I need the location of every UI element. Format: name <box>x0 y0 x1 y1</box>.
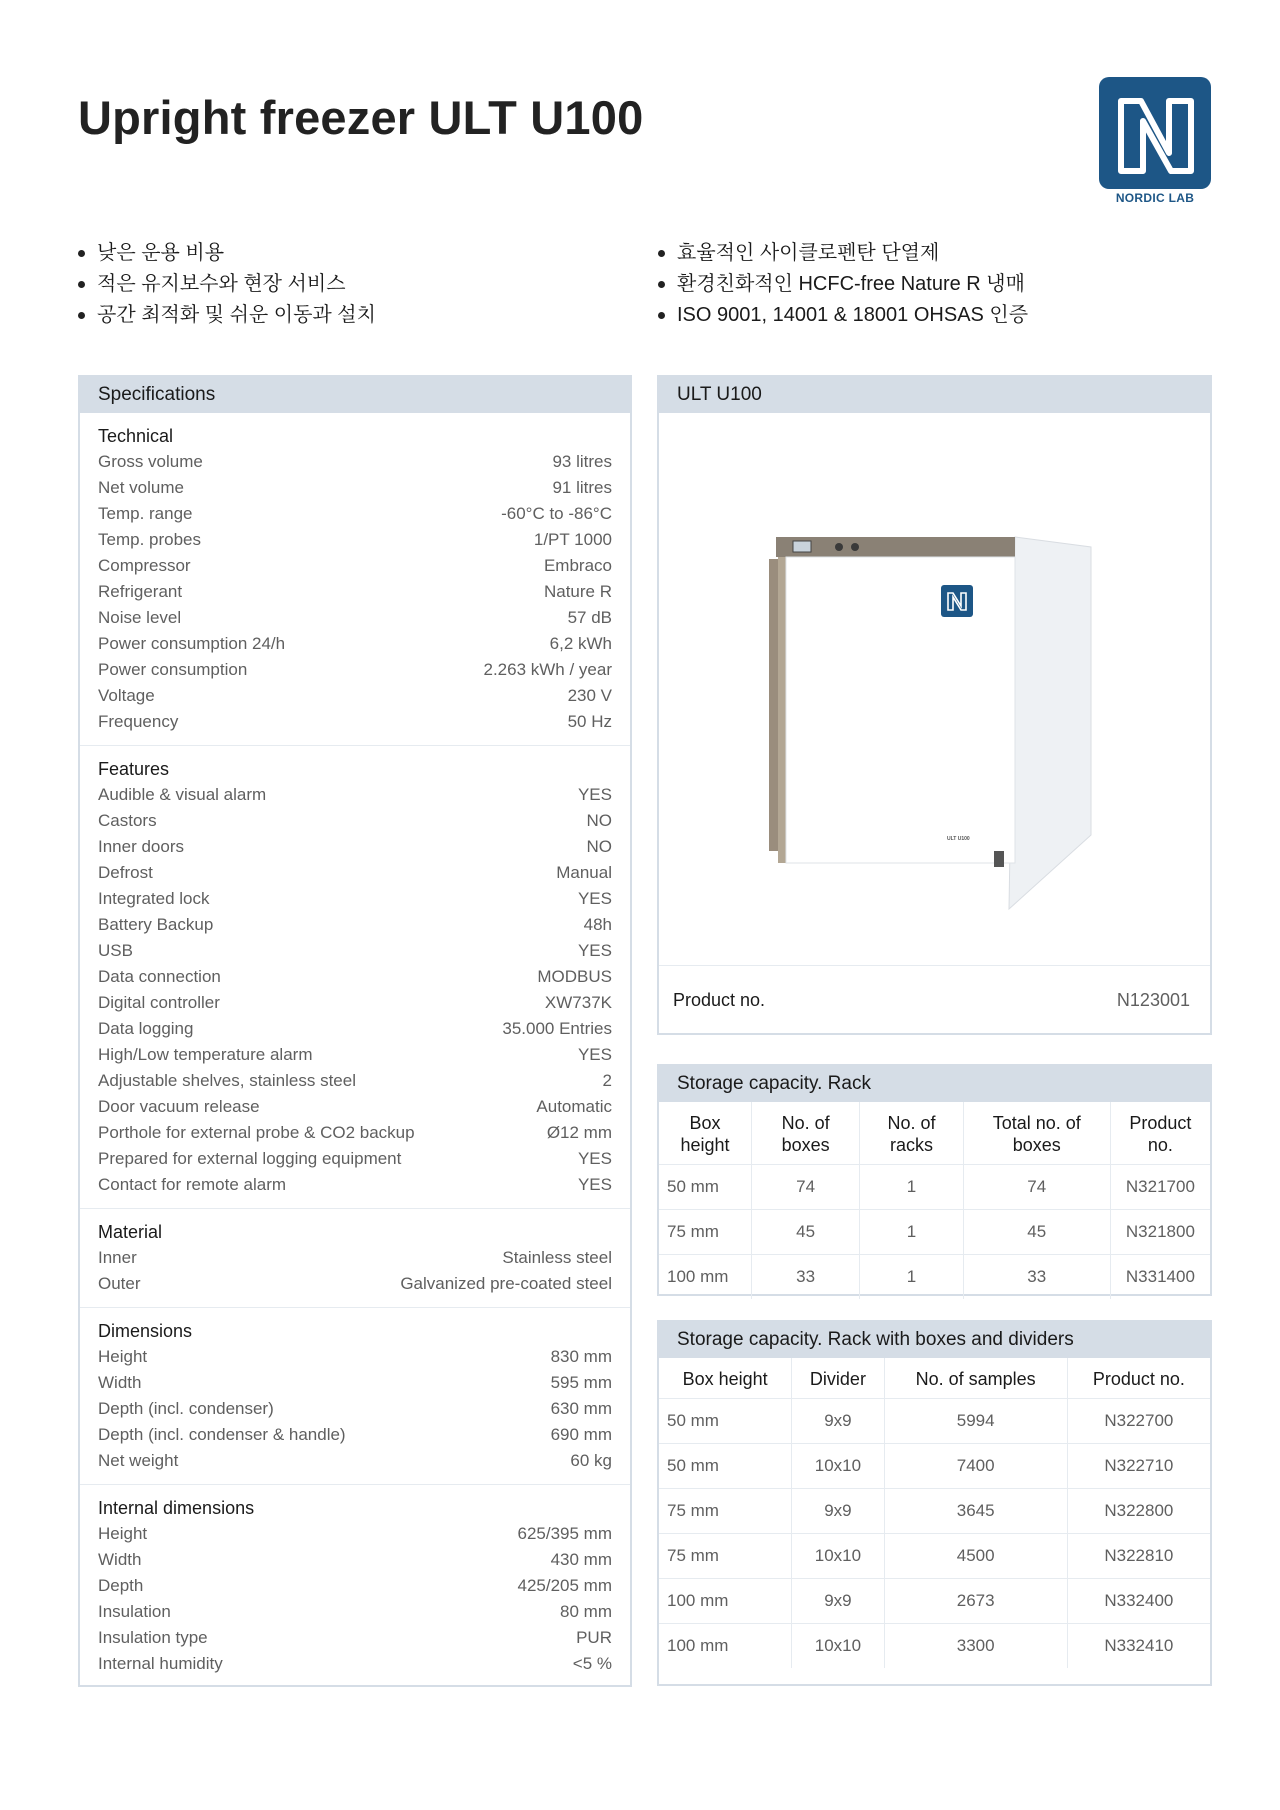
spec-label: Porthole for external probe & CO2 backup <box>98 1123 415 1142</box>
spec-value: 60 kg <box>570 1451 612 1470</box>
spec-section <box>80 413 630 746</box>
spec-label: Refrigerant <box>98 582 183 601</box>
spec-value: 48h <box>583 915 612 934</box>
table-cell: 10x10 <box>792 1534 884 1579</box>
storage-rack-panel <box>657 1064 1212 1296</box>
spec-label: Power consumption <box>98 660 248 679</box>
spec-value: 35.000 Entries <box>502 1019 612 1038</box>
logo-mark <box>1099 77 1211 189</box>
spec-label: Battery Backup <box>98 915 214 934</box>
table-cell: 4500 <box>884 1534 1067 1579</box>
spec-row <box>98 860 612 886</box>
spec-section-title: Internal dimensions <box>98 1498 255 1518</box>
spec-label: Digital controller <box>98 993 220 1012</box>
bullet-dot-icon <box>78 312 85 319</box>
table-row <box>659 1255 1210 1300</box>
table-cell: 45 <box>751 1210 859 1255</box>
table-cell: N322710 <box>1067 1444 1210 1489</box>
spec-section <box>80 1485 630 1687</box>
table-cell: N322800 <box>1067 1489 1210 1534</box>
column-header: No. of samples <box>884 1358 1067 1399</box>
logo-text: NORDIC LAB <box>1115 191 1195 205</box>
table-row <box>659 1399 1210 1444</box>
spec-value: 430 mm <box>550 1550 612 1569</box>
spec-label: Height <box>98 1347 148 1366</box>
spec-value: 6,2 kWh <box>549 634 612 653</box>
storage-dividers-table <box>659 1358 1210 1668</box>
table-row <box>659 1624 1210 1669</box>
bullet-item <box>78 269 376 300</box>
spec-row <box>98 1521 612 1547</box>
table-cell: N331400 <box>1125 1267 1195 1286</box>
spec-label: Inner doors <box>98 837 184 856</box>
bullet-dot-icon <box>78 250 85 257</box>
spec-label: Inner <box>98 1248 137 1267</box>
spec-label: Audible & visual alarm <box>98 785 267 804</box>
spec-row <box>98 1448 612 1474</box>
table-cell: 1 <box>860 1210 963 1255</box>
column-header: Total no. of boxes <box>963 1102 1110 1165</box>
spec-row <box>98 1370 612 1396</box>
table-cell: 74 <box>751 1165 859 1210</box>
spec-label: Power consumption 24/h <box>98 634 286 653</box>
table-cell: 1 <box>860 1165 963 1210</box>
product-number-label: Product no. <box>673 990 766 1010</box>
bullet-dot-icon <box>658 250 665 257</box>
page-title: Upright freezer ULT U100 <box>78 91 644 144</box>
spec-row <box>98 527 612 553</box>
product-number-value: N123001 <box>1116 990 1190 1010</box>
table-row <box>659 1444 1210 1489</box>
spec-value: 93 litres <box>552 452 612 471</box>
spec-row <box>98 1625 612 1651</box>
spec-label: Frequency <box>98 712 179 731</box>
spec-section <box>80 746 630 1209</box>
spec-row <box>98 579 612 605</box>
spec-value: Automatic <box>536 1097 612 1116</box>
spec-value: -60°C to -86°C <box>501 504 612 523</box>
spec-value: YES <box>577 785 612 804</box>
table-cell: N321800 <box>1110 1210 1210 1255</box>
bullet-dot-icon <box>658 312 665 319</box>
spec-label: Depth <box>98 1576 144 1595</box>
spec-row <box>98 1068 612 1094</box>
spec-value: NO <box>586 811 612 830</box>
feature-bullets-right <box>658 238 1028 331</box>
spec-value: Embraco <box>543 556 612 575</box>
specifications-panel <box>78 375 632 1687</box>
spec-value: YES <box>577 889 612 908</box>
spec-value: Stainless steel <box>502 1248 612 1267</box>
bullet-item <box>658 238 1028 269</box>
spec-value: PUR <box>576 1628 612 1647</box>
spec-row <box>98 1651 612 1677</box>
table-row <box>659 1579 1210 1624</box>
spec-value: YES <box>577 941 612 960</box>
spec-value: YES <box>577 1175 612 1194</box>
spec-row <box>98 709 612 735</box>
spec-row <box>98 886 612 912</box>
spec-row <box>98 912 612 938</box>
spec-row <box>98 1146 612 1172</box>
spec-label: Net volume <box>98 478 184 497</box>
table-cell: 100 mm <box>659 1624 792 1669</box>
spec-label: Net weight <box>98 1451 179 1470</box>
storage-rack-table <box>659 1102 1210 1299</box>
bullet-text: 환경친화적인 HCFC-free Nature R 냉매 <box>677 273 1025 295</box>
spec-value: YES <box>577 1149 612 1168</box>
column-header: Divider <box>792 1358 884 1399</box>
spec-value: 80 mm <box>560 1602 612 1621</box>
column-header: Product no. <box>1110 1102 1210 1165</box>
spec-label: Voltage <box>98 686 155 705</box>
column-header: Product no. <box>1067 1358 1210 1399</box>
spec-value: 50 Hz <box>567 712 612 731</box>
spec-label: Internal humidity <box>98 1654 223 1673</box>
bullet-text: 적은 유지보수와 현장 서비스 <box>97 273 346 295</box>
table-cell: 75 mm <box>659 1534 792 1579</box>
table-cell: 33 <box>751 1255 859 1300</box>
table-cell: 9x9 <box>792 1489 884 1534</box>
spec-value: 1/PT 1000 <box>533 530 612 549</box>
spec-value: Galvanized pre-coated steel <box>400 1274 612 1293</box>
spec-value: Nature R <box>543 582 612 601</box>
table-row <box>659 1165 1210 1210</box>
storage-rack-header: Storage capacity. Rack <box>659 1066 1210 1102</box>
table-cell: 9x9 <box>792 1399 884 1444</box>
spec-section-title: Dimensions <box>98 1321 193 1341</box>
spec-label: Gross volume <box>98 452 203 471</box>
spec-label: Compressor <box>98 556 191 575</box>
spec-value: Manual <box>556 863 612 882</box>
spec-label: Defrost <box>98 863 153 882</box>
spec-section-title: Material <box>98 1222 163 1242</box>
spec-label: USB <box>98 941 133 960</box>
column-header: Box height <box>659 1102 751 1165</box>
column-header: Box height <box>659 1358 792 1399</box>
table-cell: 3645 <box>884 1489 1067 1534</box>
bullet-dot-icon <box>78 281 85 288</box>
spec-label: Castors <box>98 811 157 830</box>
table-cell: N322810 <box>1067 1534 1210 1579</box>
spec-row <box>98 501 612 527</box>
specifications-body <box>80 413 630 1687</box>
table-cell: N322700 <box>1067 1399 1210 1444</box>
spec-label: Data logging <box>98 1019 194 1038</box>
spec-row <box>98 1016 612 1042</box>
column-header: No. of racks <box>860 1102 963 1165</box>
spec-row <box>98 1042 612 1068</box>
table-cell: 50 mm <box>659 1165 751 1210</box>
spec-label: Prepared for external logging equipment <box>98 1149 402 1168</box>
specifications-header: Specifications <box>80 377 630 413</box>
freezer-image <box>659 413 1210 966</box>
table-cell: 7400 <box>884 1444 1067 1489</box>
spec-row <box>98 631 612 657</box>
spec-label: Data connection <box>98 967 221 986</box>
spec-value: 630 mm <box>550 1399 612 1418</box>
spec-label: Insulation <box>98 1602 171 1621</box>
product-header: ULT U100 <box>659 377 1210 413</box>
spec-row <box>98 1120 612 1146</box>
spec-value: 595 mm <box>550 1373 612 1392</box>
table-cell: 10x10 <box>792 1444 884 1489</box>
spec-label: Width <box>98 1550 142 1569</box>
table-cell: 1 <box>860 1255 963 1300</box>
bullet-text: 낮은 운용 비용 <box>97 242 225 264</box>
spec-value: 2 <box>602 1071 612 1090</box>
spec-label: High/Low temperature alarm <box>98 1045 313 1064</box>
bullet-text: ISO 9001, 14001 & 18001 OHSAS 인증 <box>677 304 1029 326</box>
table-cell: 74 <box>963 1165 1110 1210</box>
table-cell: 3300 <box>884 1624 1067 1669</box>
spec-row <box>98 1245 612 1271</box>
table-cell: 2673 <box>884 1579 1067 1624</box>
bullet-item <box>78 238 376 269</box>
table-cell: 75 mm <box>659 1210 751 1255</box>
bullet-item <box>658 300 1028 331</box>
spec-row <box>98 605 612 631</box>
feature-bullets-left <box>78 238 376 331</box>
spec-row <box>98 808 612 834</box>
table-cell: 50 mm <box>659 1444 792 1489</box>
spec-value: 425/205 mm <box>517 1576 612 1595</box>
spec-label: Depth (incl. condenser & handle) <box>98 1425 346 1444</box>
table-cell: 75 mm <box>659 1489 792 1534</box>
spec-label: Outer <box>98 1274 141 1293</box>
spec-row <box>98 475 612 501</box>
spec-value: 625/395 mm <box>517 1524 612 1543</box>
bullet-item <box>658 269 1028 300</box>
spec-value: 91 litres <box>552 478 612 497</box>
spec-label: Integrated lock <box>98 889 210 908</box>
spec-section-title: Technical <box>98 426 174 446</box>
spec-row <box>98 782 612 808</box>
bullet-item <box>78 300 376 331</box>
spec-row <box>98 938 612 964</box>
table-cell: N332410 <box>1104 1636 1174 1655</box>
table-cell: 45 <box>963 1210 1110 1255</box>
table-row <box>659 1489 1210 1534</box>
spec-label: Temp. range <box>98 504 193 523</box>
spec-row <box>98 834 612 860</box>
spec-row <box>98 683 612 709</box>
spec-label: Width <box>98 1373 142 1392</box>
spec-value: NO <box>586 837 612 856</box>
table-cell: 33 <box>963 1255 1110 1300</box>
nordic-lab-logo <box>1099 77 1211 205</box>
table-cell: 9x9 <box>792 1579 884 1624</box>
spec-value: 690 mm <box>550 1425 612 1444</box>
storage-dividers-panel <box>657 1320 1212 1686</box>
spec-section <box>80 1209 630 1308</box>
spec-value: <5 % <box>572 1654 612 1673</box>
spec-label: Depth (incl. condenser) <box>98 1399 274 1418</box>
spec-row <box>98 553 612 579</box>
table-cell: 100 mm <box>659 1255 751 1300</box>
spec-value: 57 dB <box>567 608 612 627</box>
table-cell: N332400 <box>1067 1579 1210 1624</box>
spec-section <box>80 1308 630 1485</box>
spec-row <box>98 1547 612 1573</box>
spec-row <box>98 990 612 1016</box>
spec-row <box>98 1094 612 1120</box>
spec-row <box>98 1271 612 1297</box>
spec-value: 230 V <box>567 686 612 705</box>
spec-row <box>98 1396 612 1422</box>
spec-row <box>98 1344 612 1370</box>
column-header: No. of boxes <box>751 1102 859 1165</box>
spec-value: XW737K <box>544 993 612 1012</box>
spec-row <box>98 1172 612 1198</box>
product-number-row <box>659 966 1210 1034</box>
table-cell: 50 mm <box>659 1399 792 1444</box>
spec-value: 830 mm <box>550 1347 612 1366</box>
table-cell: 10x10 <box>792 1624 884 1669</box>
spec-label: Contact for remote alarm <box>98 1175 287 1194</box>
spec-row <box>98 1422 612 1448</box>
table-row <box>659 1210 1210 1255</box>
spec-value: Ø12 mm <box>546 1123 612 1142</box>
table-row <box>659 1534 1210 1579</box>
freezer-model-label: ULT U100 <box>947 836 970 842</box>
spec-row <box>98 1573 612 1599</box>
bullet-text: 공간 최적화 및 쉬운 이동과 설치 <box>97 304 376 326</box>
spec-section-title: Features <box>98 759 170 779</box>
spec-row <box>98 964 612 990</box>
table-cell: 5994 <box>884 1399 1067 1444</box>
spec-label: Insulation type <box>98 1628 208 1647</box>
table-cell: 100 mm <box>659 1579 792 1624</box>
spec-row <box>98 449 612 475</box>
spec-value: 2.263 kWh / year <box>483 660 612 679</box>
spec-label: Temp. probes <box>98 530 201 549</box>
spec-label: Adjustable shelves, stainless steel <box>98 1071 356 1090</box>
spec-label: Height <box>98 1524 148 1543</box>
bullet-text: 효율적인 사이클로펜탄 단열제 <box>677 242 940 264</box>
spec-row <box>98 657 612 683</box>
spec-value: MODBUS <box>537 967 612 986</box>
bullet-dot-icon <box>658 281 665 288</box>
product-panel <box>657 375 1212 1035</box>
spec-label: Door vacuum release <box>98 1097 260 1116</box>
spec-label: Noise level <box>98 608 182 627</box>
storage-dividers-header: Storage capacity. Rack with boxes and dividers <box>659 1322 1210 1358</box>
table-cell: N321700 <box>1110 1165 1210 1210</box>
spec-value: YES <box>577 1045 612 1064</box>
spec-row <box>98 1599 612 1625</box>
